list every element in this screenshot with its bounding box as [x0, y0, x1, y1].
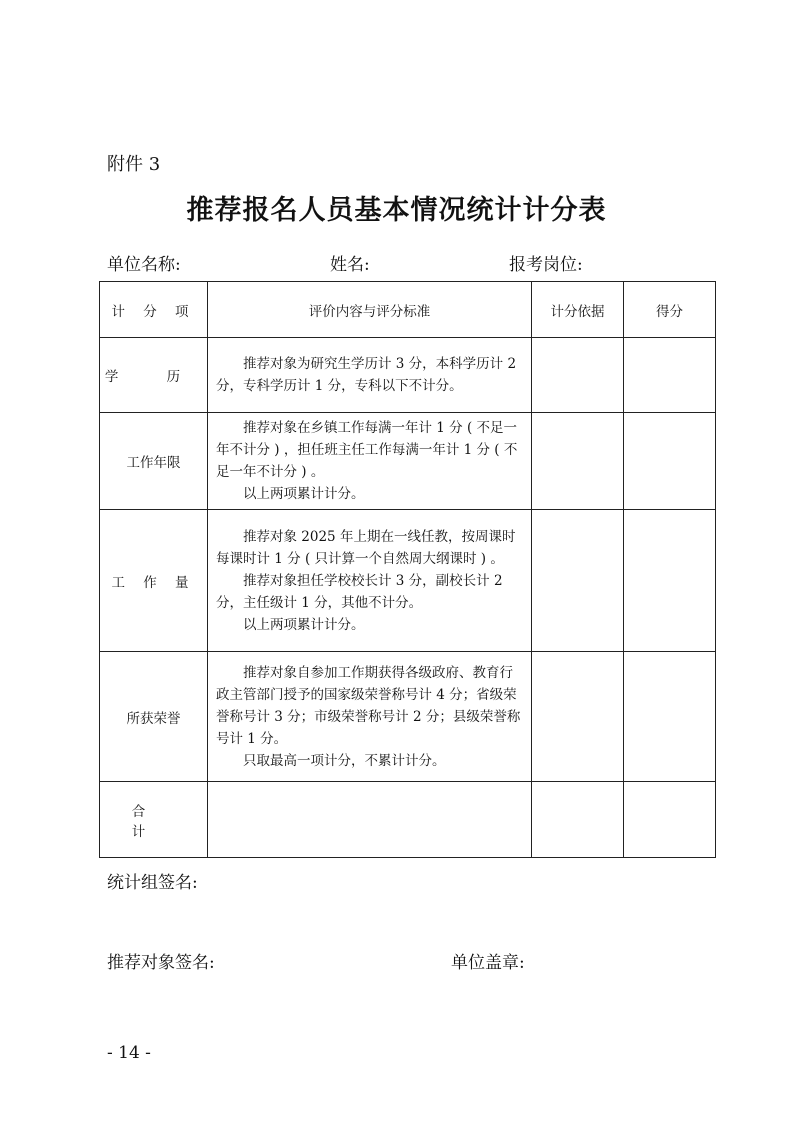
row-category-honors: 所获荣誉: [100, 652, 208, 782]
criteria-paragraph: 推荐对象在乡镇工作每满一年计 1 分 ( 不足一年不计分 ) ，担任班主任工作每满一年计 1 分 ( 不足一年不计分 ) 。: [216, 420, 518, 480]
document-title: 推荐报名人员基本情况统计计分表: [186, 195, 607, 226]
criteria-paragraph: 推荐对象担任学校校长计 3 分，副校长计 2 分，主任级计 1 分，其他不计分。: [216, 572, 503, 611]
criteria-paragraph: 只取最高一项计分，不累计计分。: [243, 752, 446, 769]
row-criteria: [208, 338, 532, 413]
table-row: [100, 652, 716, 782]
row-category-work-years: 工作年限: [100, 413, 208, 510]
basis-cell[interactable]: [532, 652, 624, 782]
row-category-education: 学 历: [100, 338, 208, 413]
recommended-person-signature-label: 推荐对象签名:: [107, 953, 215, 973]
header-score-item: 计 分 项: [100, 282, 208, 338]
applied-post-label: 报考岗位:: [509, 255, 583, 275]
unit-seal-label: 单位盖章:: [451, 953, 525, 973]
table-row: [100, 413, 716, 510]
basis-cell[interactable]: [532, 782, 624, 858]
basis-cell[interactable]: [532, 510, 624, 652]
criteria-paragraph: 以上两项累计计分。: [243, 616, 365, 633]
basis-cell[interactable]: [532, 338, 624, 413]
row-category-workload: 工 作 量: [100, 510, 208, 652]
row-criteria: [208, 413, 532, 510]
criteria-paragraph: 推荐对象为研究生学历计 3 分，本科学历计 2 分，专科学历计 1 分，专科以下不计分。: [216, 356, 517, 394]
table-row: [100, 782, 716, 858]
row-category-total: 合 计: [100, 782, 208, 858]
score-cell[interactable]: [624, 338, 716, 413]
criteria-paragraph: 推荐对象 2025 年上期在一线任教，按周课时每课时计 1 分 ( 只计算一个自然周大纲课时 ) 。: [216, 528, 516, 567]
row-criteria: [208, 510, 532, 652]
header-criteria: 评价内容与评分标准: [208, 282, 532, 338]
header-basis: 计分依据: [532, 282, 624, 338]
table-row: [100, 338, 716, 413]
total-criteria-cell: [208, 782, 532, 858]
basis-cell[interactable]: [532, 413, 624, 510]
row-criteria: [208, 652, 532, 782]
score-cell[interactable]: [624, 510, 716, 652]
attachment-label: 附件 3: [107, 154, 161, 175]
criteria-paragraph: 以上两项累计计分。: [243, 486, 365, 502]
header-score: 得分: [624, 282, 716, 338]
score-cell[interactable]: [624, 652, 716, 782]
person-name-label: 姓名:: [330, 255, 370, 275]
criteria-paragraph: 推荐对象自参加工作期获得各级政府、教育行政主管部门授予的国家级荣誉称号计 4 分；省级荣誉称号计 3 分；市级荣誉称号计 2 分；县级荣誉称号计 1 分。: [216, 664, 521, 747]
stats-group-signature-label: 统计组签名:: [107, 873, 198, 893]
total-score-cell[interactable]: [624, 782, 716, 858]
table-header-row: [100, 282, 716, 338]
table-row: [100, 510, 716, 652]
unit-name-label: 单位名称:: [107, 255, 181, 275]
page-number: - 14 -: [107, 1043, 151, 1063]
score-cell[interactable]: [624, 413, 716, 510]
score-table: [99, 281, 716, 858]
